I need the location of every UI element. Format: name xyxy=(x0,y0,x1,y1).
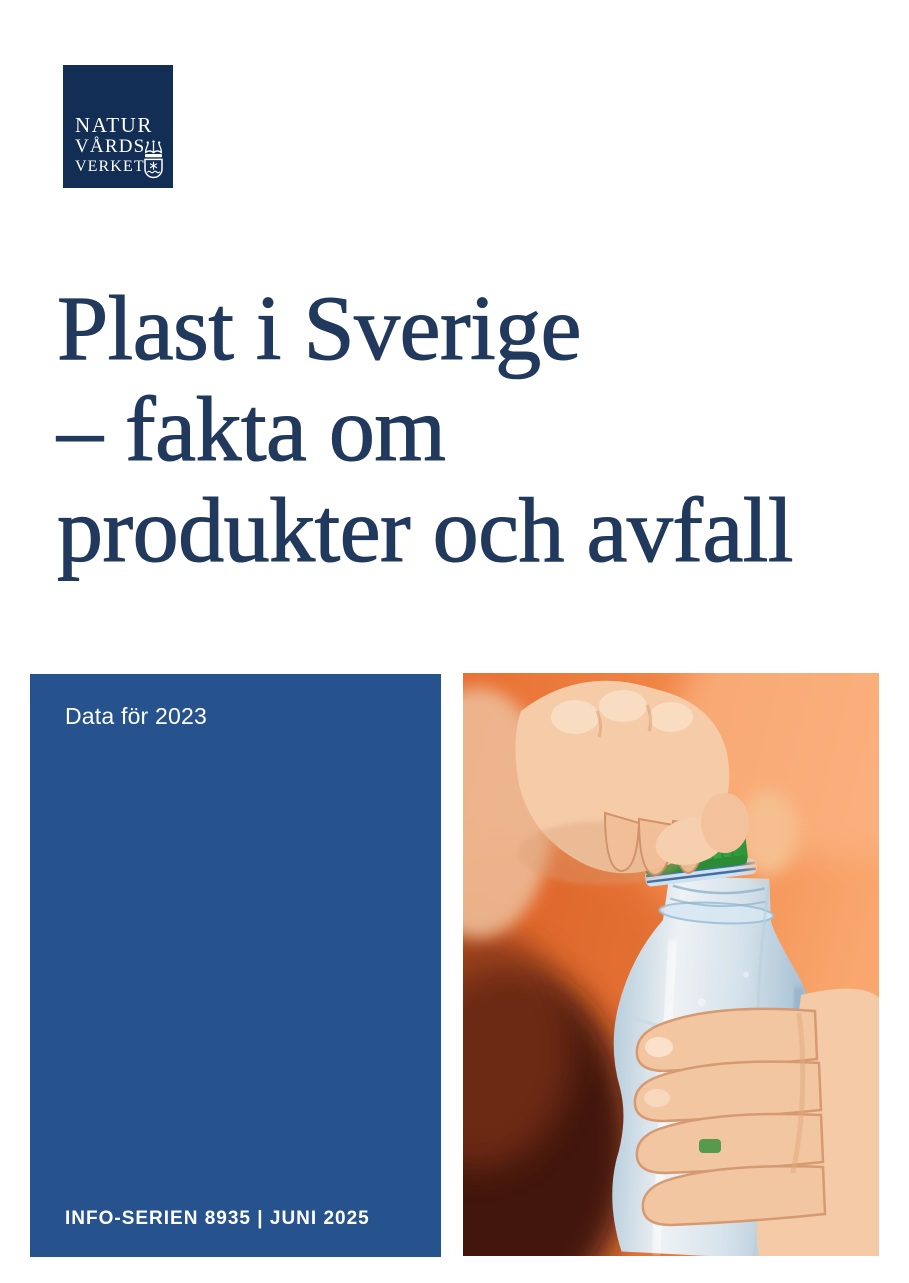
info-panel xyxy=(30,674,441,1257)
title-line-3: produkter och avfall xyxy=(57,479,793,581)
title-line-1: Plast i Sverige xyxy=(57,277,582,379)
logo-word-vards: VÅRDS xyxy=(75,136,146,157)
cover-photo-illustration xyxy=(463,673,879,1256)
naturvardsverket-logo xyxy=(63,65,173,188)
logo-word-verket: VERKET xyxy=(75,158,145,175)
data-year-label: Data för 2023 xyxy=(65,703,207,729)
logo-word-natur: NATUR xyxy=(75,113,154,137)
series-number-label: INFO-SERIEN 8935 | JUNI 2025 xyxy=(65,1208,370,1229)
title-line-2: – fakta om xyxy=(57,378,446,480)
crown-shield-icon xyxy=(140,140,167,180)
cover-photo xyxy=(463,673,879,1256)
report-title xyxy=(57,278,793,581)
